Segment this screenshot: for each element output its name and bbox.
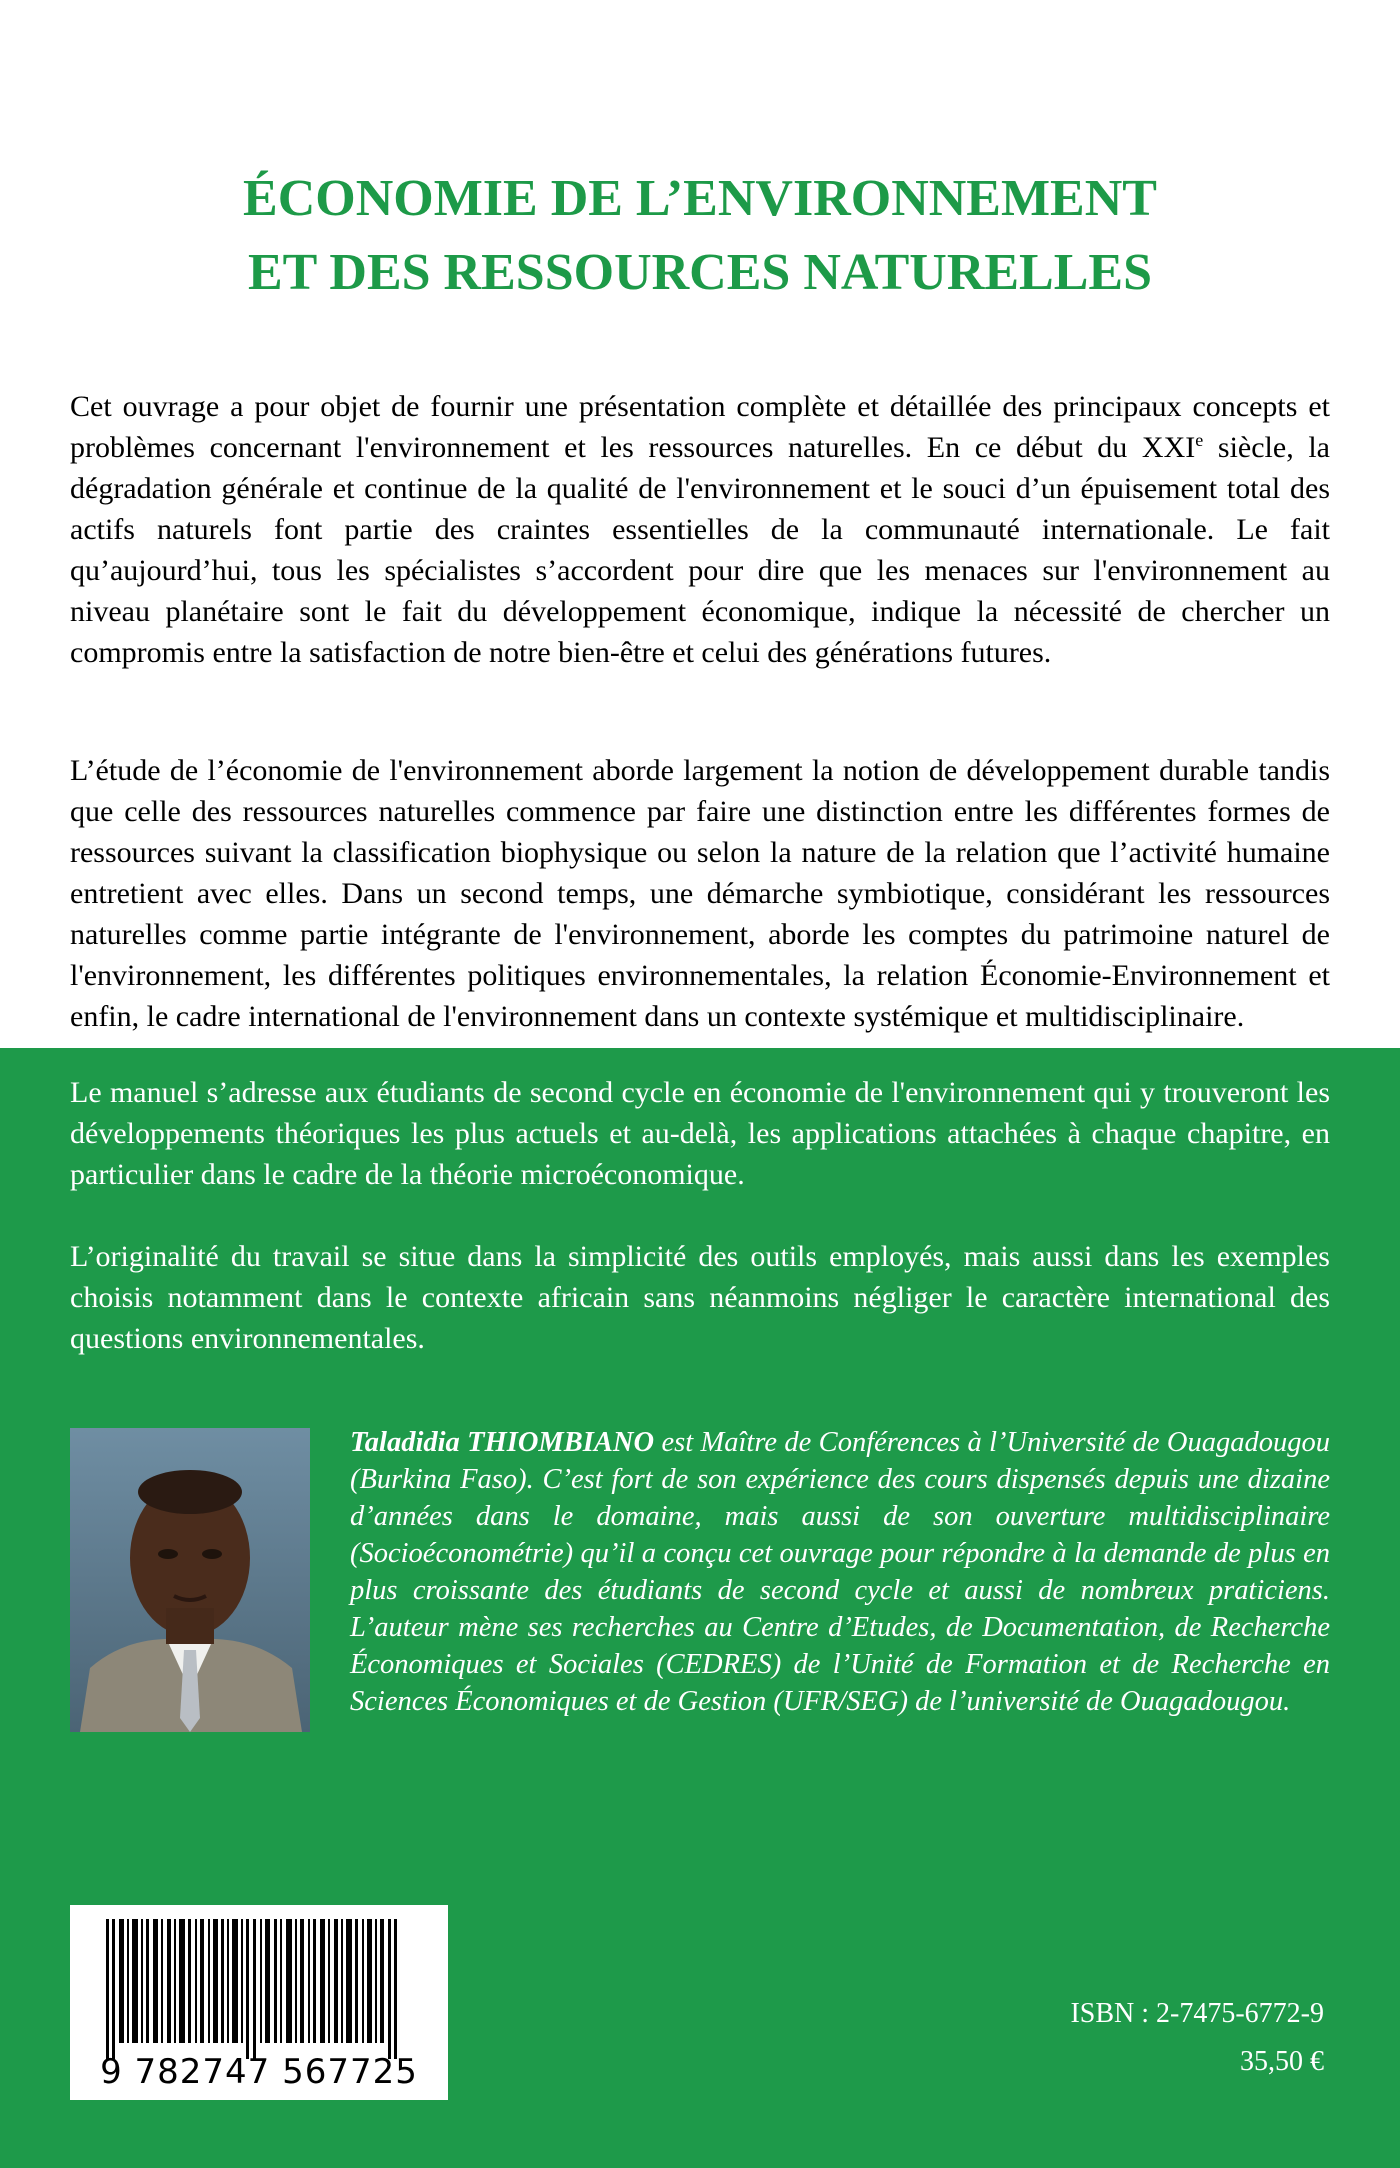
title-line-2: ET DES RESSOURCES NATURELLES <box>247 244 1153 301</box>
barcode-number: 9 782747 567725 <box>100 2052 418 2092</box>
blurb-paragraph-2: L’étude de l’économie de l'environnement aborde largement la notion de développement durable tandis que celle des ressources naturelles commence par faire une distinction entre les différentes formes de ressources suivant la classification biophysique ou selon la nature de la relation que l’activité humaine entretient avec elles. Dans un second temps, une démarche symbiotique, considérant les ressources naturelles comme partie intégrante de l'environnement, aborde les comptes du patrimoine naturel de l'environnement, les différentes politiques environnementales, la relation Économie-Environnement et enfin, le cadre international de l'environnement dans un contexte systémique et multidisciplinaire. <box>70 754 1330 1033</box>
blurb-paragraph-1: Cet ouvrage a pour objet de fournir une présentation complète et détaillée des principaux concepts et problèmes concernant l'environnement et les ressources naturelles. En ce début du XXIe siècle, la dégradation générale et continue de la qualité de l'environnement et le souci d’un épuisement total des actifs naturels font partie des craintes essentielles de la communauté internationale. Le fait qu’aujourd’hui, tous les spécialistes s’accordent pour dire que les menaces sur l'environnement au niveau planétaire sont le fait du développement économique, indique la nécessité de chercher un compromis entre la satisfaction de notre bien-être et celui des générations futures. <box>70 390 1330 669</box>
book-title <box>0 162 1400 310</box>
author-photo <box>70 1428 310 1732</box>
author-portrait-illustration <box>70 1428 310 1732</box>
title-line-1: ÉCONOMIE DE L’ENVIRONNEMENT <box>243 170 1157 227</box>
price: 35,50 € <box>1240 2046 1324 2077</box>
isbn: ISBN : 2-7475-6772-9 <box>1070 1998 1324 2029</box>
author-bio-text: est Maître de Conférences à l’Université de Ouagadougou (Burkina Faso). C’est fort de son expérience des cours dispensés depuis une dizaine d’années dans le domaine, mais aussi de son ouverture multidisciplinaire (Socioéconométrie) qu’il a conçu cet ouvrage pour répondre à la demande de plus en plus croissante des étudiants de second cycle et aussi de nombreux praticiens. L’auteur mène ses recherches au Centre d’Etudes, de Documentation, de Recherche Économiques et Sociales (CEDRES) de l’Unité de Formation et de Recherche en Sciences Économiques et de Gestion (UFR/SEG) de l’université de Ouagadougou. <box>350 1427 1331 1717</box>
blurb-paragraph-3: Le manuel s’adresse aux étudiants de second cycle en économie de l'environnement qui y trouveront les développements théoriques les plus actuels et au-delà, les applications attachées à chaque chapitre, en particulier dans le cadre de la théorie microéconomique. <box>70 1076 1330 1191</box>
author-name: Taladidia THIOMBIANO <box>350 1427 655 1458</box>
barcode <box>70 1905 448 2100</box>
blurb-paragraph-4: L’originalité du travail se situe dans la simplicité des outils employés, mais aussi dans les exemples choisis notamment dans le contexte africain sans néanmoins négliger le caractère international des questions environnementales. <box>70 1240 1330 1355</box>
author-bio <box>350 1424 1330 1720</box>
